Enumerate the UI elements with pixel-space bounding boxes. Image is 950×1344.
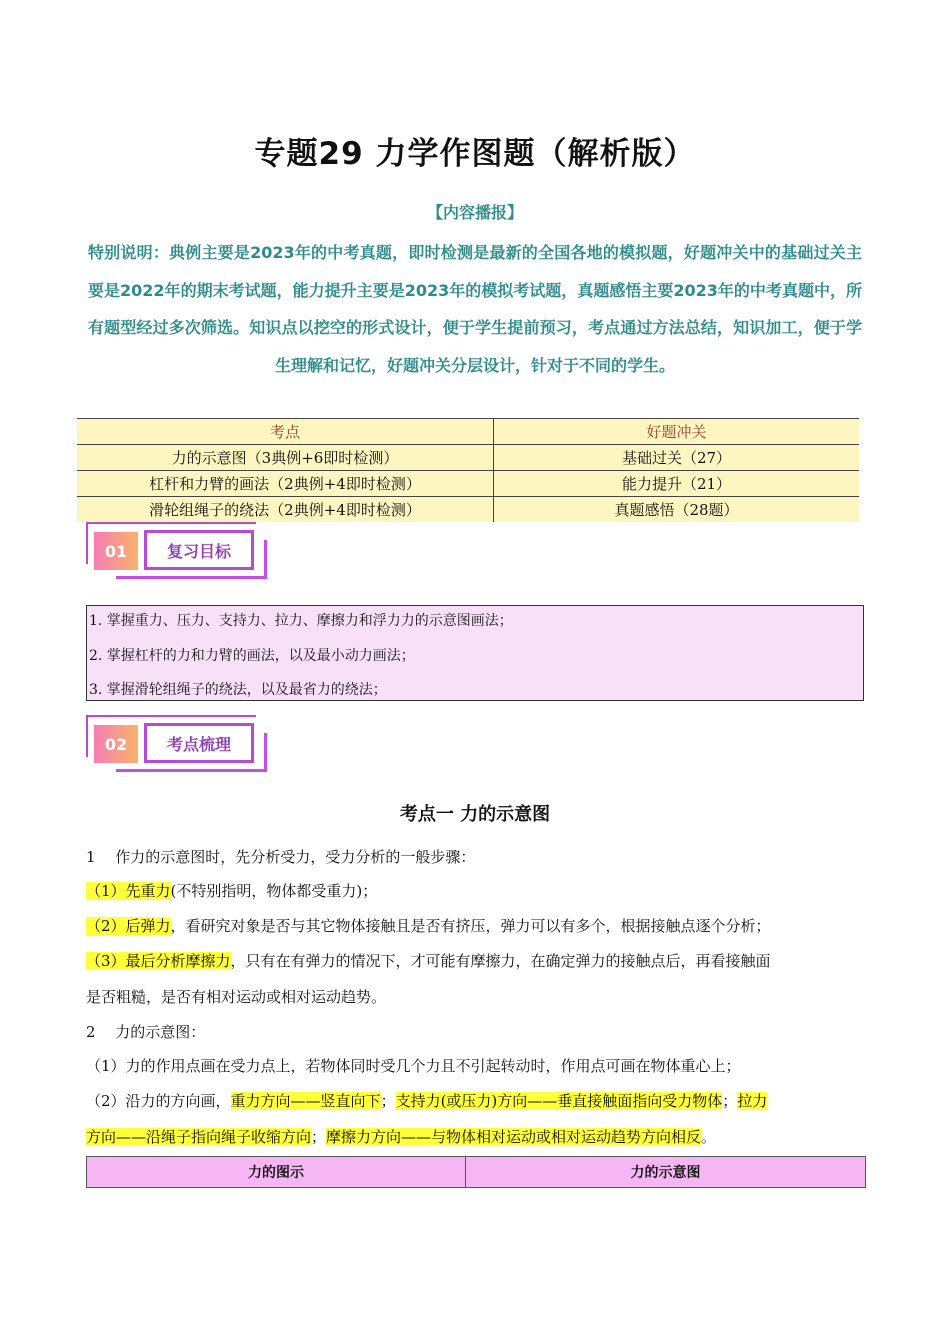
separator: ； <box>311 1128 327 1146</box>
highlight-text: 支持力(或压力)方向——垂直接触面指向受力物体 <box>395 1092 723 1110</box>
badge-number: 02 <box>94 725 138 763</box>
table-row <box>77 445 859 471</box>
table-row <box>77 497 859 523</box>
goal-item: 2. 掌握杠杆的力和力臂的画法，以及最小动力画法； <box>89 648 415 664</box>
notice-text: 特别说明：典例主要是2023年的中考真题，即时检测是最新的全国各地的模拟题，好题冲关中的基础过关主要是2022年的期末考试题，能力提升主要是2023年的模拟考试题，真题感悟主要2023年的中考真题中，所有题型经过多次筛选。知识点以挖空的形式设计，便于学生提前预习，考点通过方法总结，知识加工，便于学生理解和记忆，好题冲关分层设计，针对于不同的学生。 <box>88 243 862 375</box>
summary-cell: 杠杆和力臂的画法（2典例+4即时检测） <box>77 471 494 497</box>
separator: ； <box>722 1092 738 1110</box>
highlight-text: 方向——沿绳子指向绳子收缩方向 <box>86 1128 312 1146</box>
section-badge-review-goals <box>86 522 276 582</box>
end-mark: 。 <box>701 1128 717 1146</box>
summary-header-row <box>77 419 859 445</box>
badge-label: 复习目标 <box>144 530 254 570</box>
summary-cell: 力的示意图（3典例+6即时检测） <box>77 445 494 471</box>
summary-cell: 滑轮组绳子的绕法（2典例+4即时检测） <box>77 497 494 523</box>
direction-line-continuation <box>86 1126 716 1147</box>
highlight-text: （3）最后分析摩擦力 <box>86 952 231 970</box>
summary-cell: 真题感悟（28题） <box>494 497 860 523</box>
figure-header-cell: 力的示意图 <box>466 1157 866 1188</box>
section-badge-key-points <box>86 715 276 775</box>
figure-header-row <box>87 1157 866 1188</box>
badge-label: 考点梳理 <box>144 723 254 763</box>
step-1-line <box>86 880 377 901</box>
step-3-continuation: 是否粗糙，是否有相对运动或相对运动趋势。 <box>86 988 387 1006</box>
paragraph: 1 作力的示意图时，先分析受力，受力分析的一般步骤： <box>86 848 476 866</box>
highlight-text: （2）后弹力 <box>86 917 171 935</box>
badge-number: 01 <box>94 532 138 570</box>
step-text: (不特别指明，物体都受重力)； <box>170 882 378 900</box>
summary-header-haoti: 好题冲关 <box>494 419 860 445</box>
summary-header-kaodian: 考点 <box>77 419 494 445</box>
figure-header-cell: 力的图示 <box>87 1157 466 1188</box>
review-goals-box <box>86 605 864 701</box>
step-3-line <box>86 950 771 971</box>
section-heading: 考点一 力的示意图 <box>399 804 551 825</box>
step-2-line <box>86 915 771 936</box>
paragraph: （1）力的作用点画在受力点上，若物体同时受几个力且不引起转动时，作用点可画在物体重心上； <box>86 1057 741 1075</box>
summary-cell: 能力提升（21） <box>494 471 860 497</box>
table-row <box>77 471 859 497</box>
summary-cell: 基础过关（27） <box>494 445 860 471</box>
notice-heading: 【内容播报】 <box>426 203 523 222</box>
step-text: ，看研究对象是否与其它物体接触且是否有挤压，弹力可以有多个，根据接触点逐个分析； <box>170 917 771 935</box>
direction-text: （2）沿力的方向画， <box>86 1092 231 1110</box>
highlight-text: （1）先重力 <box>86 882 171 900</box>
summary-table <box>77 418 859 522</box>
highlight-text: 拉力 <box>737 1092 768 1110</box>
direction-line <box>86 1090 767 1111</box>
highlight-text: 重力方向——竖直向下 <box>230 1092 381 1110</box>
goal-item: 3. 掌握滑轮组绳子的绕法，以及最省力的绕法； <box>89 682 387 698</box>
paragraph: 2 力的示意图： <box>86 1023 206 1041</box>
separator: ； <box>380 1092 396 1110</box>
force-figure-table <box>86 1156 866 1188</box>
step-text: ，只有在有弹力的情况下，才可能有摩擦力，在确定弹力的接触点后，再看接触面 <box>230 952 771 970</box>
goal-item: 1. 掌握重力、压力、支持力、拉力、摩擦力和浮力力的示意图画法； <box>89 613 513 629</box>
highlight-text: 摩擦力方向——与物体相对运动或相对运动趋势方向相反 <box>326 1128 702 1146</box>
page-title: 专题29 力学作图题（解析版） <box>254 136 696 172</box>
